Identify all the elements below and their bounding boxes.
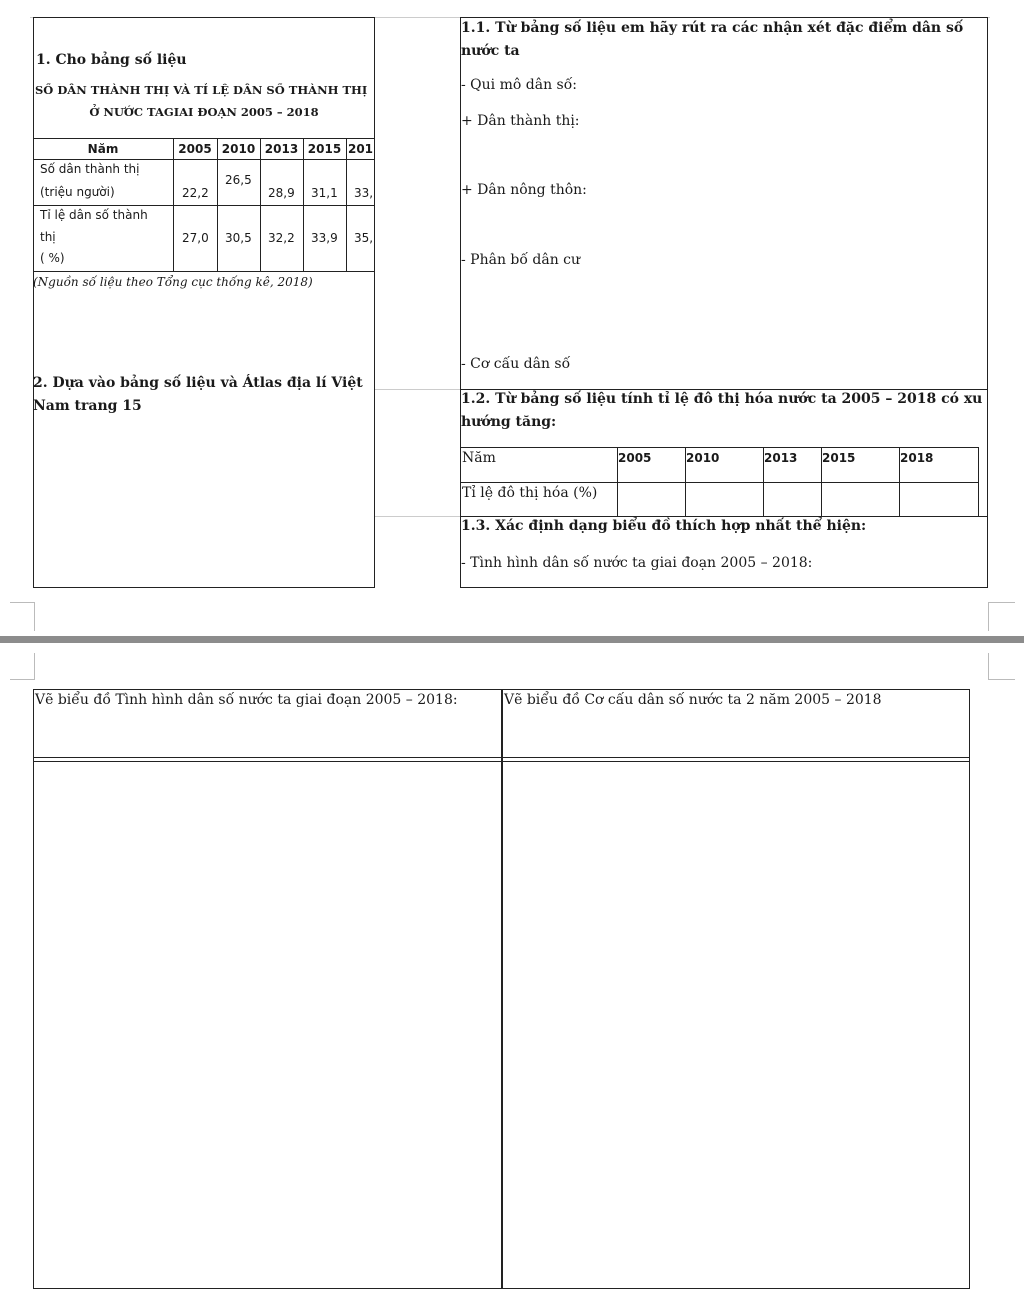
page-corner-bl2 xyxy=(10,653,35,680)
urb-header-2015: 2015 xyxy=(822,451,856,465)
section1-title: 1. Cho bảng số liệu xyxy=(36,52,187,68)
q11-line2: nước ta xyxy=(461,43,520,59)
bottom-table-mid-line xyxy=(501,689,503,1289)
urb-header-2010: 2010 xyxy=(686,451,720,465)
table-header-2013: 2013 xyxy=(264,142,299,156)
table-title-line1: SỐ DÂN THÀNH THỊ VÀ TỈ LỆ DÂN SỐ THÀNH THỊ xyxy=(35,83,368,97)
row1-value-2005: 22,2 xyxy=(182,186,209,200)
row2-value-2013: 32,2 xyxy=(268,231,295,245)
row1-value-2015: 31,1 xyxy=(311,186,338,200)
item-urban: + Dân thành thị: xyxy=(461,113,580,129)
section2-line1: 2. Dựa vào bảng số liệu và Átlas địa lí Việt xyxy=(33,375,363,391)
left-panel xyxy=(33,17,375,588)
urb-row-label: Tỉ lệ đô thị hóa (%) xyxy=(462,485,598,501)
item-scale: - Qui mô dân số: xyxy=(461,77,577,93)
table-title-line2: Ở NƯỚC TAGIAI ĐOẠN 2005 – 2018 xyxy=(89,105,319,119)
bottom-table-header-separator xyxy=(33,757,970,762)
row2-value-2018: 35, xyxy=(354,231,374,245)
row2-label-line3: ( %) xyxy=(40,251,65,265)
bottom-left-header: Vẽ biểu đồ Tình hình dân số nước ta giai đoạn 2005 – 2018: xyxy=(35,692,458,708)
page-corner-br2 xyxy=(988,653,1015,680)
bottom-right-header: Vẽ biểu đồ Cơ cấu dân số nước ta 2 năm 2005 – 2018 xyxy=(504,692,882,708)
row2-value-2010: 30,5 xyxy=(225,231,252,245)
row2-label-line2: thị xyxy=(40,230,56,244)
table-header-2005: 2005 xyxy=(178,142,212,156)
table-header-2015: 2015 xyxy=(307,142,342,156)
item-rural: + Dân nông thôn: xyxy=(461,182,587,198)
table-header-2018: 201 xyxy=(347,142,374,156)
urb-header-2005: 2005 xyxy=(618,451,652,465)
urb-header-2018: 2018 xyxy=(900,451,934,465)
divider-faint-1 xyxy=(375,389,460,390)
q13-title: 1.3. Xác định dạng biểu đồ thích hợp nhất thể hiện: xyxy=(461,518,867,534)
page-corner-tr1 xyxy=(988,602,1015,631)
urb-header-year: Năm xyxy=(462,450,496,466)
row1-label-line1: Số dân thành thị xyxy=(40,162,140,176)
divider-faint-2 xyxy=(375,516,460,517)
item-structure: - Cơ cấu dân số xyxy=(461,356,571,372)
right-panel-divider-1 xyxy=(460,389,988,390)
row1-value-2010: 26,5 xyxy=(225,173,252,187)
urb-header-2013: 2013 xyxy=(764,451,798,465)
row2-value-2015: 33,9 xyxy=(311,231,338,245)
q11-line1: 1.1. Từ bảng số liệu em hãy rút ra các nhận xét đặc điểm dân số xyxy=(461,20,964,36)
page-corner-tl1 xyxy=(10,602,35,631)
table-header-year: Năm xyxy=(87,142,119,156)
source-note: (Nguồn số liệu theo Tổng cục thống kê, 2018) xyxy=(33,275,313,289)
row2-label-line1: Tỉ lệ dân số thành xyxy=(40,208,148,222)
q12-line1: 1.2. Từ bảng số liệu tính tỉ lệ đô thị hóa nước ta 2005 – 2018 có xu xyxy=(461,391,983,407)
item-distribution: - Phân bố dân cư xyxy=(461,252,581,268)
row1-value-2018: 33, xyxy=(354,186,374,200)
page-separator xyxy=(0,636,1024,643)
row1-label-line2: (triệu người) xyxy=(40,185,115,199)
row1-value-2013: 28,9 xyxy=(268,186,295,200)
section2-line2: Nam trang 15 xyxy=(33,398,142,414)
table-header-2010: 2010 xyxy=(221,142,256,156)
q13-item: - Tình hình dân số nước ta giai đoạn 2005 – 2018: xyxy=(461,555,813,571)
data-table xyxy=(33,138,375,272)
row2-value-2005: 27,0 xyxy=(182,231,209,245)
q12-line2: hướng tăng: xyxy=(461,414,557,430)
